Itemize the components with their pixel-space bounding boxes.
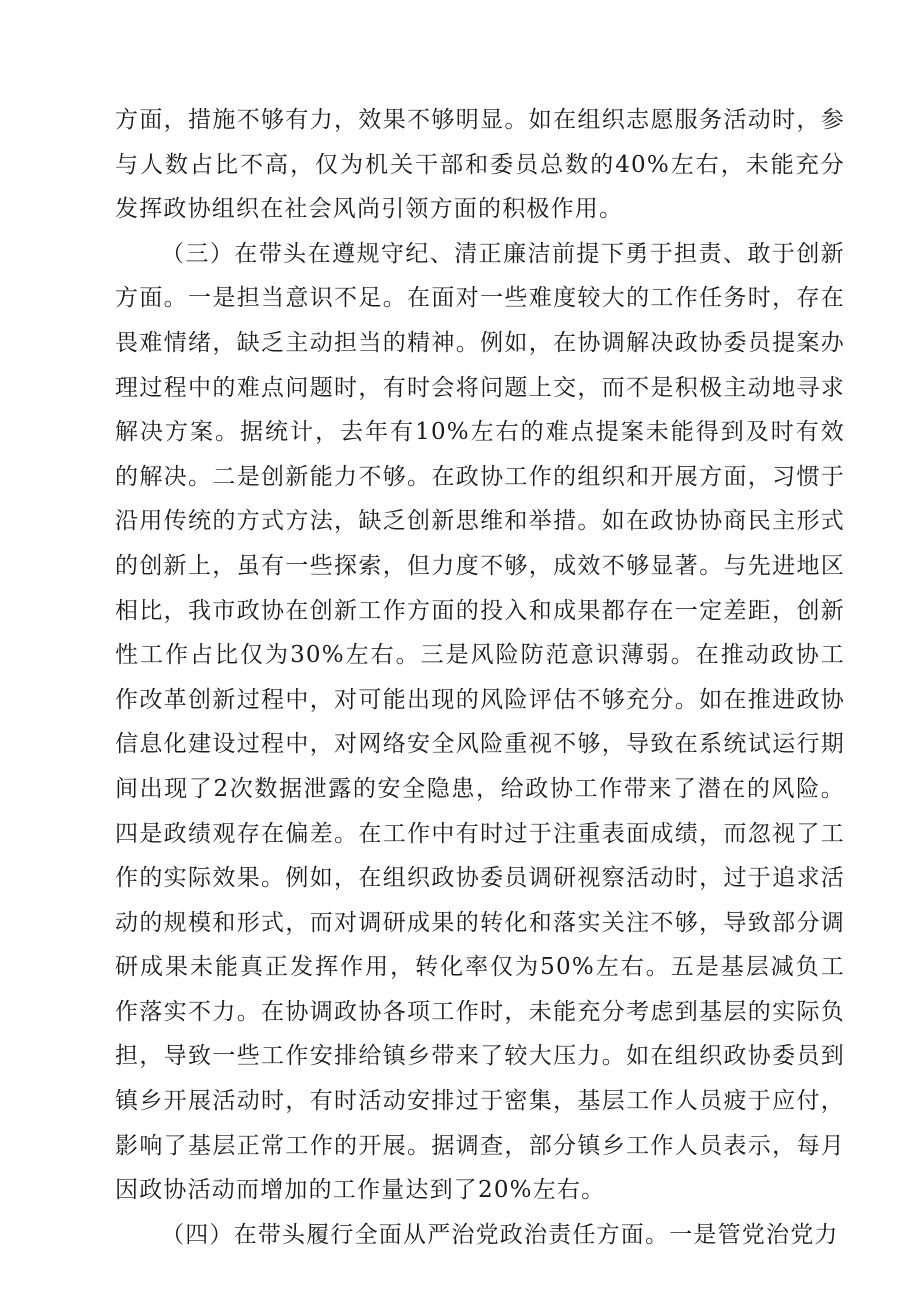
paragraph-continuation: 方面，措施不够有力，效果不够明显。如在组织志愿服务活动时，参与人数占比不高，仅为机关干部和委员总数的40%左右，未能充分发挥政协组织在社会风尚引领方面的积极作用。 [115, 107, 845, 223]
paragraph-section-four: （四）在带头履行全面从严治党政治责任方面。一是管党治党力 [161, 1221, 839, 1248]
paragraph-section-three: （三）在带头在遵规守纪、清正廉洁前提下勇于担责、敢于创新方面。一是担当意识不足。在面对一些难度较大的工作任务时，存在畏难情绪，缺乏主动担当的精神。例如，在协调解决政协委员提案办理过程中的难点问题时，有时会将问题上交，而不是积极主动地寻求解决方案。据统计，去年有10%左右的难点提案未能得到及时有效的解决。二是创新能力不够。在政协工作的组织和开展方面，习惯于沿用传统的方式方法，缺乏创新思维和举措。如在政协协商民主形式的创新上，虽有一些探索，但力度不够，成效不够显著。与先进地区相比，我市政协在创新工作方面的投入和成果都存在一定差距，创新性工作占比仅为30%左右。三是风险防范意识薄弱。在推动政协工作改革创新过程中，对可能出现的风险评估不够充分。如在推进政协信息化建设过程中，对网络安全风险重视不够，导致在系统试运行期间出现了2次数据泄露的安全隐患，给政协工作带来了潜在的风险。四是政绩观存在偏差。在工作中有时过于注重表面成绩，而忽视了工作的实际效果。例如，在组织政协委员调研视察活动时，过于追求活动的规模和形式，而对调研成果的转化和落实关注不够，导致部分调研成果未能真正发挥作用，转化率仅为50%左右。五是基层减负工作落实不力。在协调政协各项工作时，未能充分考虑到基层的实际负担，导致一些工作安排给镇乡带来了较大压力。如在组织政协委员到镇乡开展活动时，有时活动安排过于密集，基层工作人员疲于应付，影响了基层正常工作的开展。据调查，部分镇乡工作人员表示，每月因政协活动而增加的工作量达到了20%左右。 [115, 240, 845, 1204]
document-body [115, 98, 845, 1257]
